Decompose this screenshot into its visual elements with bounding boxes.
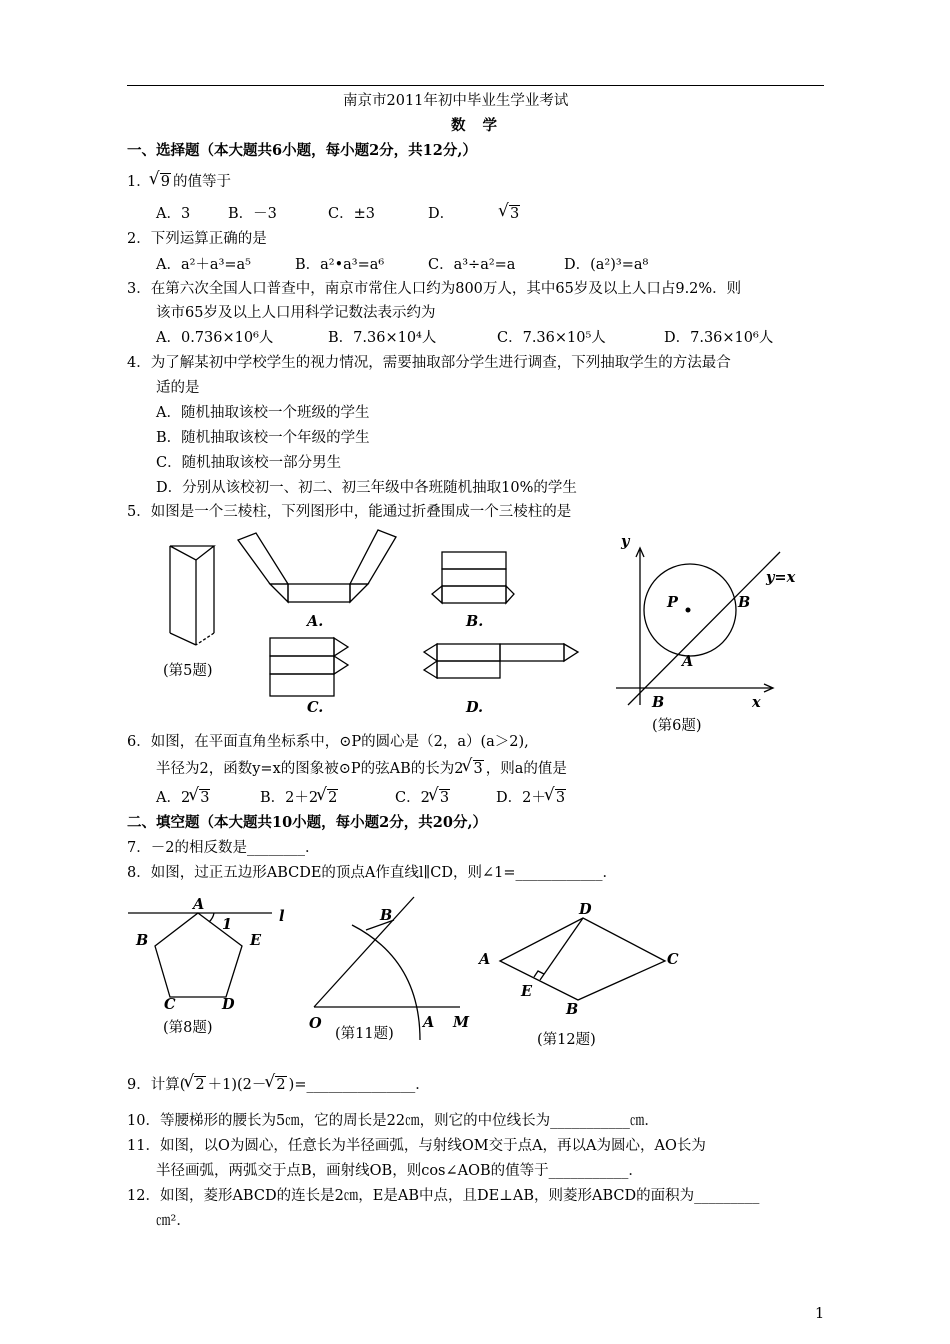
q2-option-a: A．a²＋a³=a⁵ [156, 257, 251, 273]
net-d [424, 644, 578, 678]
q6-d-sqrt [546, 788, 566, 808]
q6-a-rad: 3 [200, 790, 210, 806]
q9-tail: =_______________． [294, 1077, 430, 1093]
q6-option-d [496, 788, 568, 808]
net-b [432, 552, 514, 603]
q9-mid: ＋1)(2－ [207, 1077, 267, 1093]
q5-stem: 5．如图是一个三棱柱，下列图形中，能通过折叠围成一个三棱柱的是 [127, 504, 572, 520]
fig6-b-top-label: B [738, 594, 751, 611]
q1-radicand: 9 [160, 174, 170, 190]
q9-sqrt1 [185, 1075, 205, 1095]
fig8-c-label: C [164, 996, 176, 1013]
header-rule [127, 85, 824, 86]
fig12-e-label: E [521, 983, 533, 1000]
q5-label-a: A. [307, 613, 324, 630]
q3-option-c: C．7.36×10⁵人 [497, 330, 606, 346]
q6-line2-sqrt [464, 759, 484, 779]
q6-c-label: C． [395, 790, 421, 806]
q6-line2-text: 半径为2，函数y=x的图象被⊙P的弦AB的长为 [156, 761, 455, 777]
point-p [686, 608, 691, 613]
q1-option-c: C．±3 [328, 206, 375, 222]
q9-sqrt2 [266, 1075, 286, 1095]
q3-stem-line1: 3．在第六次全国人口普查中，南京市常住人口约为800万人，其中65岁及以上人口占9.2%．则 [127, 281, 742, 297]
fig8-l-label: l [279, 908, 285, 925]
q2-stem: 2．下列运算正确的是 [127, 231, 267, 247]
q5-label-d: D. [466, 699, 484, 716]
q6-c-sqrt [430, 788, 450, 808]
fig11-o-label: O [309, 1015, 322, 1032]
fig6-line-label: y=x [766, 569, 796, 586]
q3-option-d: D．7.36×10⁶人 [664, 330, 774, 346]
q6-option-a [156, 788, 212, 808]
section2-heading: 二、填空题（本大题共10小题，每小题2分，共20分,） [127, 814, 487, 831]
q6-d-rad: 3 [555, 790, 566, 806]
fig8-pentagon [128, 913, 272, 997]
fig12-caption: (第12题) [537, 1032, 596, 1048]
q9-rad2: 2 [276, 1077, 286, 1093]
fig8-caption: (第8题) [163, 1020, 213, 1036]
fig8-e-label: E [250, 932, 262, 949]
q3-option-b: B．7.36×10⁴人 [328, 330, 437, 346]
q9-stem [127, 1075, 430, 1095]
fig6-a-label: A [682, 653, 694, 670]
q1-d-sqrt [500, 204, 520, 224]
q8-stem: 8．如图，过正五边形ABCDE的顶点A作直线l∥CD，则∠1=____________． [127, 865, 617, 881]
q6-line2-coef: 2 [454, 761, 464, 777]
q6-b-label: B． [260, 790, 286, 806]
fig6-p-label: P [667, 594, 678, 611]
fig6-y-label: y [621, 533, 630, 550]
q11-stem-line1: 11．如图，以O为圆心，任意长为半径画弧，与射线OM交于点A，再以A为圆心，AO长为 [127, 1138, 706, 1154]
q7-stem: 7．－2的相反数是________． [127, 840, 320, 856]
q12-stem-line1: 12．如图，菱形ABCD的连长是2㎝，E是AB中点，且DE⊥AB，则菱形ABCD的面积为_________ [127, 1188, 760, 1204]
q6-a-sqrt [190, 788, 210, 808]
section1-heading: 一、选择题（本大题共6小题，每小题2分，共12分,） [127, 142, 477, 159]
q1-text: 的值等于 [172, 174, 231, 190]
q4-stem-line2: 适的是 [156, 380, 200, 396]
q6-d-label: D． [496, 790, 523, 806]
prism-diagram [170, 546, 214, 645]
q11-stem-line2: 半径画弧，两弧交于点B，画射线OB，则cos∠AOB的值等于___________． [156, 1163, 643, 1179]
q1-number: 1． [127, 174, 151, 190]
q2-option-b: B．a²•a³=a⁶ [295, 257, 385, 273]
net-a [238, 530, 396, 602]
q6-a-label: A． [156, 790, 181, 806]
exam-title: 南京市2011年初中毕业生学业考试 [343, 93, 569, 109]
fig12-c-label: C [667, 951, 679, 968]
q4-option-b: B．随机抽取该校一个年级的学生 [156, 430, 370, 446]
q1-option-a: A．3 [156, 206, 191, 222]
q6-b-sqrt [318, 788, 338, 808]
page-number: 1 [815, 1306, 825, 1322]
q1-option-d-label: D． [428, 206, 455, 222]
q4-option-c: C．随机抽取该校一部分男生 [156, 455, 342, 471]
q6-stem-line2 [156, 759, 567, 779]
q6-option-c [395, 788, 452, 808]
q3-stem-line2: 该市65岁及以上人口用科学记数法表示约为 [156, 305, 436, 321]
q5-figure [150, 525, 600, 725]
q9-rad1: 2 [195, 1077, 205, 1093]
q6-line2-radicand: 3 [473, 761, 483, 777]
q6-b-expr: 2＋2 [285, 790, 319, 806]
q2-option-d: D．(a²)³=a⁸ [564, 257, 649, 273]
fig11-a-label: A [423, 1014, 435, 1031]
q6-option-b [260, 788, 340, 808]
q6-a-expr: 2 [180, 790, 191, 806]
fig12-a-label: A [479, 951, 491, 968]
q6-stem-line1: 6．如图，在平面直角坐标系中，⊙P的圆心是（2，a）(a＞2), [127, 734, 529, 750]
q6-c-expr: 2 [420, 790, 430, 806]
fig12-b-label: B [566, 1001, 579, 1018]
q4-stem-line1: 4．为了解某初中学校学生的视力情况，需要抽取部分学生进行调查，下列抽取学生的方法最合 [127, 355, 731, 371]
fig6-b-axis-label: B [652, 694, 665, 711]
q12-stem-line2: ㎝²． [156, 1213, 191, 1229]
net-c [270, 638, 348, 696]
q9-close: ) [288, 1077, 295, 1093]
q3-option-a: A．0.736×10⁶人 [156, 330, 274, 346]
fig11-caption: (第11题) [335, 1026, 394, 1042]
q5-caption: (第5题) [163, 663, 213, 679]
fig11-b-label: B [380, 907, 393, 924]
q6-line2-tail: ，则a的值是 [485, 761, 567, 777]
q4-option-d: D．分别从该校初一、初二、初三年级中各班随机抽取10%的学生 [156, 480, 577, 496]
fig6-caption: (第6题) [652, 718, 702, 734]
q2-option-c: C．a³÷a²=a [428, 257, 516, 273]
q6-figure [610, 525, 810, 720]
line-y-eq-x [628, 552, 780, 705]
fig6-x-label: x [752, 694, 761, 711]
q4-option-a: A．随机抽取该校一个班级的学生 [156, 405, 370, 421]
fig8-b-label: B [136, 932, 149, 949]
q5-label-c: C. [307, 699, 324, 716]
q1-d-radicand: 3 [510, 206, 520, 222]
q1-sqrt [151, 172, 171, 192]
q10-stem: 10．等腰梯形的腰长为5㎝，它的周长是22㎝，则它的中位线长为___________㎝． [127, 1113, 659, 1129]
q6-d-expr: 2＋ [522, 790, 546, 806]
fig8-d-label: D [222, 996, 235, 1013]
q9-prefix: 9．计算 [127, 1077, 180, 1093]
subject-title: 数 学 [451, 117, 504, 134]
q9-open: ( [179, 1077, 186, 1093]
q1-option-b: B．－3 [228, 206, 277, 222]
fig8-a-label: A [193, 896, 205, 913]
fig8-angle-label: 1 [222, 916, 233, 933]
fig11-m-label: M [453, 1014, 470, 1031]
q5-label-b: B. [466, 613, 484, 630]
q6-b-rad: 2 [328, 790, 338, 806]
fig12-d-label: D [579, 901, 592, 918]
q1-option-d [500, 204, 522, 224]
q1-stem [127, 172, 231, 192]
q6-c-rad: 3 [439, 790, 450, 806]
